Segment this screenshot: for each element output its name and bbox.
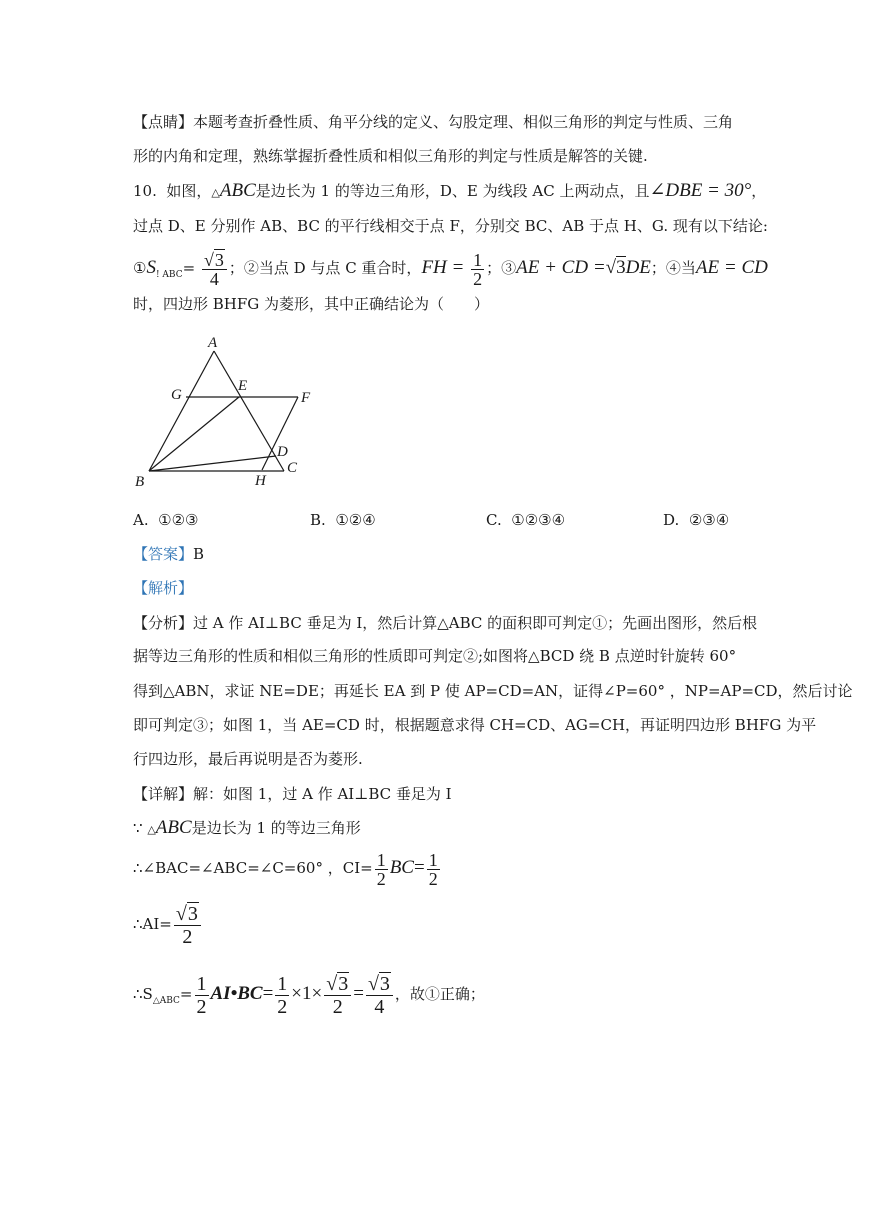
- denominator: 2: [428, 868, 438, 889]
- xiangjie-text: ∴∠BAC=∠ABC=∠C=60° ，CI=: [133, 859, 373, 877]
- fenxi-line-2: 据等边三角形的性质和相似三角形的性质即可判定②;如图将△BCD 绕 B 点逆时针旋转 60°: [133, 647, 737, 665]
- triangle-abc: ABC: [155, 817, 192, 838]
- denominator: 4: [209, 268, 219, 289]
- option-letter: C.: [486, 511, 502, 529]
- option-text: ①②③: [158, 511, 199, 529]
- triangle-abc: ABC: [219, 180, 256, 201]
- question-text: 是边长为 1 的等边三角形，D、E 为线段 AC 上两动点，且: [255, 182, 650, 200]
- dianjing-line-2: 形的内角和定理，熟练掌握折叠性质和相似三角形的判定与性质是解答的关键.: [133, 147, 648, 165]
- equals: =: [413, 857, 425, 878]
- denominator: 2: [196, 995, 207, 1018]
- equals: =: [262, 983, 274, 1004]
- fraction-1-over-2: [471, 251, 484, 288]
- denominator: 2: [277, 995, 288, 1018]
- label-d: D: [277, 444, 288, 460]
- option-letter: B.: [310, 511, 326, 529]
- numerator: 1: [277, 972, 288, 995]
- question-text: ，: [751, 182, 767, 200]
- radicand: 3: [379, 972, 390, 995]
- area-symbol: S: [146, 257, 156, 278]
- question-text: ；④当: [650, 259, 696, 277]
- xiangjie-line-4: [133, 902, 203, 948]
- geometry-figure: [130, 330, 330, 490]
- ai-bc-expression: AI•BC: [210, 983, 263, 1004]
- fenxi-line-5: 行四边形，最后再说明是否为菱形.: [133, 750, 363, 768]
- segment-ac: [214, 351, 284, 471]
- fenxi-line-3: 得到△ABN，求证 NE=DE；再延长 EA 到 P 使 AP=CD=AN，证得∠P=60° ，NP=AP=CD，然后讨论: [133, 682, 853, 700]
- conclusion-1-mark: ①: [133, 259, 147, 277]
- option-letter: A.: [133, 511, 149, 529]
- numerator: 1: [473, 249, 483, 270]
- question-text: ；②当点 D 与点 C 重合时，: [228, 259, 422, 277]
- xiangjie-line-3: [133, 848, 442, 888]
- numerator: 1: [376, 849, 386, 870]
- angle-dbe: ∠DBE = 30°: [649, 180, 752, 201]
- question-line-2: 过点 D、E 分别作 AB、BC 的平行线相交于点 F，分别交 BC、AB 于点 H、G. 现有以下结论:: [133, 217, 768, 235]
- xiangjie-tag: 【详解】: [133, 785, 194, 803]
- triangle-symbol: △: [211, 186, 220, 199]
- option-b: [310, 511, 376, 529]
- label-h: H: [255, 473, 266, 489]
- label-g: G: [171, 387, 182, 403]
- area-subscript: ! ABC: [155, 270, 183, 280]
- fh-expression: FH =: [421, 257, 465, 278]
- dianjing-tag: 【点睛】: [133, 113, 194, 131]
- equals: =: [179, 985, 193, 1003]
- denominator: 2: [473, 268, 483, 289]
- fraction-1-over-2: [195, 973, 209, 1018]
- xiangjie-text: ∴S: [133, 985, 153, 1003]
- question-text: ；③: [486, 259, 517, 277]
- fraction-1-over-2: [275, 973, 289, 1018]
- because-symbol: ∵: [133, 819, 143, 837]
- fraction-1-over-2: [427, 851, 440, 888]
- radicand: 3: [338, 972, 349, 995]
- option-text: ①②③④: [511, 511, 566, 529]
- fraction-sqrt3-over-4: $\frac{√3}{4}$: [366, 973, 393, 1018]
- times-expression: ×1×: [291, 983, 323, 1004]
- radicand: 3: [616, 257, 626, 278]
- triangle-symbol: △: [147, 823, 156, 836]
- fenxi-line-4: 即可判定③；如图 1，当 AE=CD 时，根据题意求得 CH=CD、AG=CH，再证明四边形 BHFG 为平: [133, 716, 817, 734]
- xiangjie-line-1: [133, 783, 452, 805]
- option-a: [133, 511, 199, 529]
- label-f: F: [301, 390, 311, 406]
- question-number: 10.: [133, 182, 157, 200]
- equals: =: [353, 983, 364, 1004]
- fenxi-line-1: [133, 612, 757, 634]
- label-c: C: [287, 460, 298, 476]
- equals: =: [182, 259, 196, 277]
- question-text: 如图，: [166, 182, 212, 200]
- option-text: ②③④: [688, 511, 730, 529]
- question-line-3: $①S_{! ABC}=$ $\frac{√3}{4}$ ；②当点 D 与点 C 重合时，FH = $\frac{1}{2}$ ；③AE + CD =√3DE；④当AE = CD: [133, 249, 768, 289]
- denominator: 2: [376, 868, 386, 889]
- dianjing-text-1: 本题考查折叠性质、角平分线的定义、勾股定理、相似三角形的判定与性质、三角: [193, 113, 734, 131]
- label-b: B: [135, 474, 145, 490]
- dianjing-line-1: [133, 111, 733, 133]
- denominator: 4: [374, 995, 385, 1018]
- numerator: 1: [428, 849, 438, 870]
- segment-be: [149, 397, 239, 471]
- answer-line: [133, 543, 204, 565]
- xiangjie-text: ∴AI=: [133, 915, 172, 933]
- xiangjie-line-2: [133, 817, 361, 841]
- option-d: [663, 511, 729, 529]
- fenxi-text: 过 A 作 AI⊥BC 垂足为 I，然后计算△ABC 的面积即可判定①；先画出图形，然后根: [193, 614, 758, 632]
- xiangjie-text: 解：如图 1，过 A 作 AI⊥BC 垂足为 I: [193, 785, 452, 803]
- label-e: E: [238, 378, 248, 394]
- ae-eq-cd-expression: AE = CD: [695, 257, 768, 278]
- segment-bd: [149, 456, 276, 471]
- denominator: 2: [332, 995, 343, 1018]
- fraction-sqrt3-over-2: $\frac{√3}{2}$: [174, 903, 201, 948]
- fenxi-tag: 【分析】: [133, 614, 194, 632]
- numerator: 1: [196, 972, 207, 995]
- option-letter: D.: [663, 511, 680, 529]
- bc-expression: BC: [389, 857, 414, 878]
- denominator: 2: [182, 925, 193, 948]
- label-a: A: [208, 335, 218, 351]
- segment-ab: [149, 351, 214, 471]
- answer-value: B: [193, 545, 205, 563]
- question-line-4: 时，四边形 BHFG 为菱形，其中正确结论为（ ）: [133, 295, 490, 313]
- answer-tag: 【答案】: [133, 545, 194, 563]
- xiangjie-text: 是边长为 1 的等边三角形: [191, 819, 361, 837]
- option-c: [486, 511, 565, 529]
- fraction-sqrt3-over-2: $\frac{√3}{2}$: [324, 973, 351, 1018]
- radicand: 3: [187, 902, 198, 925]
- fraction-1-over-2: [375, 851, 388, 888]
- xiangjie-line-5: [133, 970, 485, 1025]
- question-line-1: [133, 180, 766, 204]
- ae-cd-expression: AE + CD =: [516, 257, 606, 278]
- area-subscript: △ABC: [152, 996, 180, 1006]
- fraction-sqrt3-over-4: $\frac{√3}{4}$: [202, 251, 227, 288]
- option-text: ①②④: [335, 511, 376, 529]
- jiexi-tag: 【解析】: [133, 579, 194, 597]
- xiangjie-text: ，故①正确；: [394, 985, 485, 1003]
- de-expression: DE: [625, 257, 651, 278]
- radicand: 3: [214, 249, 224, 270]
